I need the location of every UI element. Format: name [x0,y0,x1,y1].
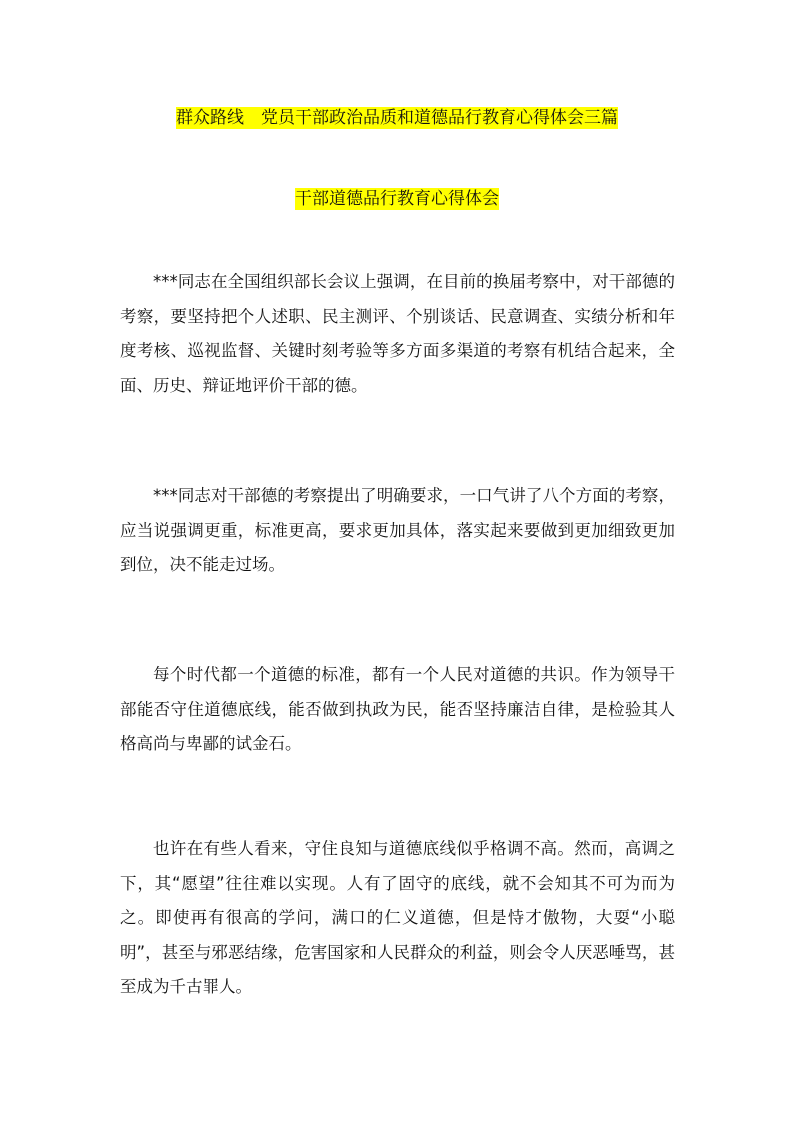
paragraph-2: ***同志对干部德的考察提出了明确要求，一口气讲了八个方面的考察，应当说强调更重，标准更高，要求更加具体，落实起来要做到更加细致更加到位，决不能走过场。 [120,486,675,574]
document-subtitle [0,188,794,210]
paragraph-3: 每个时代都一个道德的标准，都有一个人民对道德的共识。作为领导干部能否守住道德底线，能否做到执政为民，能否坚持廉洁自律，是检验其人格高尚与卑鄙的试金石。 [120,665,675,753]
paragraph-1: ***同志在全国组织部长会议上强调，在目前的换届考察中，对干部德的考察，要坚持把个人述职、民主测评、个别谈话、民意调查、实绩分析和年度考核、巡视监督、关键时刻考验等多方面多渠道的考察有机结合起来，全面、历史、辩证地评价干部的德。 [120,272,675,395]
document-subtitle-text: 干部道德品行教育心得体会 [295,189,499,209]
document-title-text: 群众路线 党员干部政治品质和道德品行教育心得体会三篇 [176,108,618,128]
paragraph-4: 也许在有些人看来，守住良知与道德底线似乎格调不高。然而，高调之下，其“愿望”往往难以实现。人有了固守的底线，就不会知其不可为而为之。即使再有很高的学问，满口的仁义道德，但是恃才傲物，大耍“小聪明”，甚至与邪恶结缘，危害国家和人民群众的利益，则会令人厌恶唾骂，甚至成为千古罪人。 [120,839,675,996]
document-title [0,107,794,129]
